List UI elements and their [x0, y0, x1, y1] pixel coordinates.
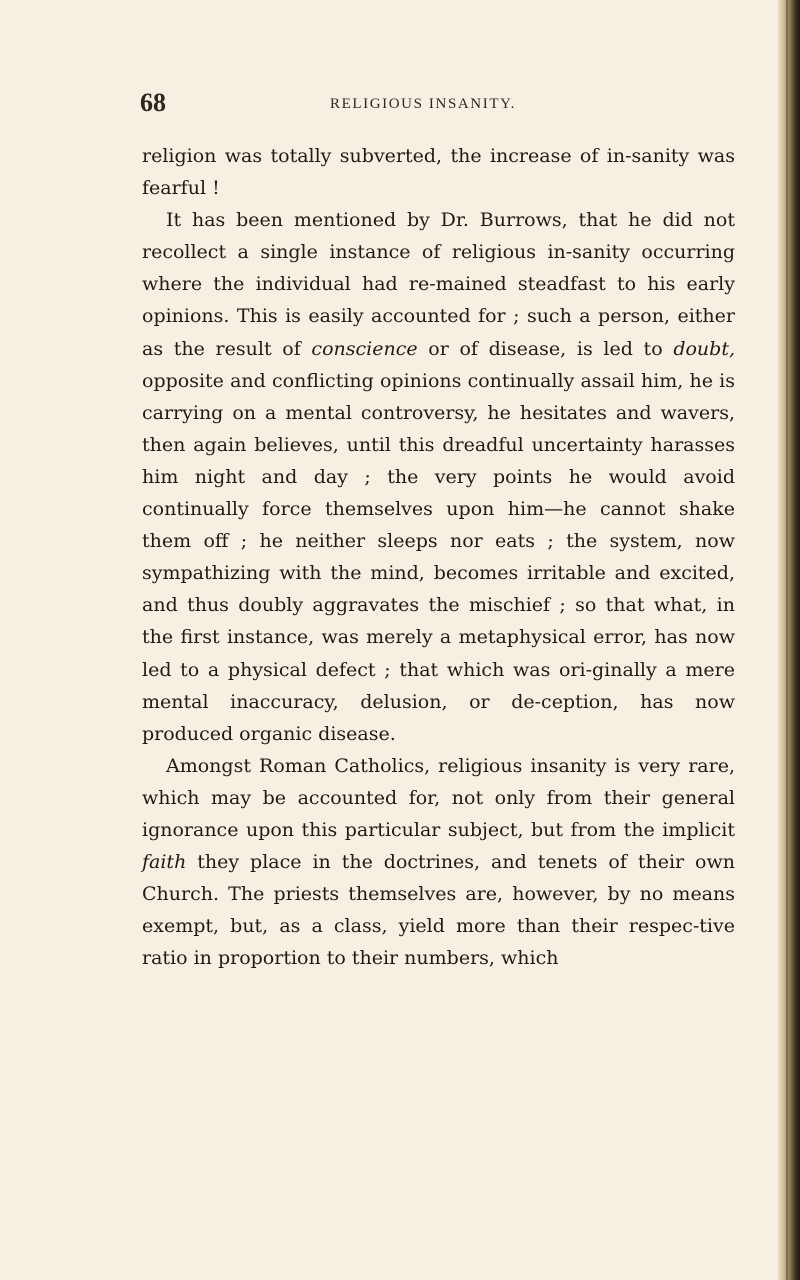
page-header — [140, 88, 740, 128]
paragraph-3-text-a: Amongst Roman Catholics, religious insanity is very rare, which may be accounted for, not only from their general ignorance upon this particular subject, but from the implicit — [142, 754, 735, 841]
italic-conscience: conscience — [311, 337, 418, 360]
page-number: 68 — [140, 88, 166, 117]
paragraph-1-text: religion was totally subverted, the increase of in-sanity was fearful ! — [142, 145, 735, 200]
paragraph-2 — [142, 204, 735, 750]
binding-shadow-line — [786, 0, 788, 1280]
paragraph-2-text-c: opposite and conflicting opinions continually assail him, he is carrying on a mental controversy, he hesitates and wavers, then again believes, until this dreadful uncertainty harasses him night and day ; the very points he would avoid continually force themselves upon him—he cannot shake them off ; he neither sleeps nor eats ; the system, now sympathizing with the mind, becomes irritable and excited, and thus doubly aggravates the mischief ; so that what, in the first instance, was merely a metaphysical error, has now led to a physical defect ; that which was ori-ginally a mere mental inaccuracy, delusion, or de-ception, has now produced organic disease. — [142, 369, 735, 745]
paragraph-2-text-b: or of disease, is led to — [417, 337, 674, 360]
book-binding-edge — [778, 0, 800, 1280]
paragraph-1 — [142, 140, 735, 204]
running-head: RELIGIOUS INSANITY. — [330, 96, 516, 112]
paragraph-3 — [142, 750, 735, 975]
italic-doubt: doubt, — [673, 337, 735, 360]
body-text — [142, 140, 735, 974]
italic-faith: faith — [142, 851, 187, 874]
paragraph-3-text-b: they place in the doctrines, and tenets of their own Church. The priests themselves are, however, by no means exempt, but, as a class, yield more than their respec-tive ratio in proportion to their numbers, which — [142, 851, 735, 970]
paragraph-2-text-a: It has been mentioned by Dr. Burrows, that he did not recollect a single instance of religious in-sanity occurring where the individual had re-mained steadfast to his early opinions. This is easily accounted for ; such a person, either as the result of — [142, 209, 735, 360]
